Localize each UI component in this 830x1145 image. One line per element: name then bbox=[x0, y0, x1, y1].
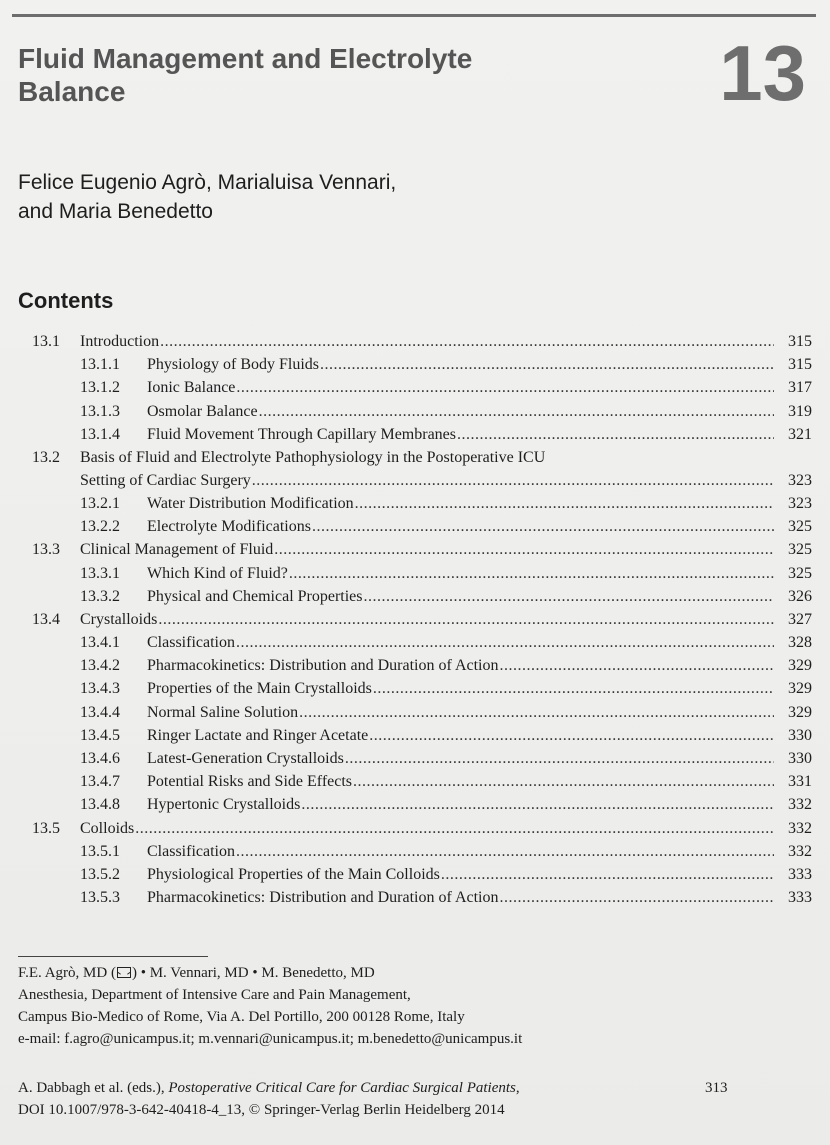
toc-entry-number: 13.1.3 bbox=[80, 402, 120, 420]
toc-dot-leader bbox=[320, 353, 774, 376]
toc-entry-line bbox=[147, 562, 776, 585]
toc-entry-page: 331 bbox=[788, 773, 812, 791]
toc-entry-line bbox=[147, 400, 776, 423]
citation-line-1 bbox=[18, 1077, 678, 1099]
toc-entry-title-continued: Setting of Cardiac Surgery bbox=[80, 471, 251, 489]
toc-entry-number: 13.4.1 bbox=[80, 634, 120, 652]
toc-entry bbox=[0, 515, 830, 538]
toc-entry bbox=[0, 585, 830, 608]
toc-entry-number: 13.4 bbox=[32, 610, 60, 628]
toc-entry bbox=[0, 677, 830, 700]
toc-entry-page: 332 bbox=[788, 842, 812, 860]
toc-entry-title: Classification bbox=[147, 634, 235, 652]
toc-entry-number: 13.5.3 bbox=[80, 889, 120, 907]
toc-dot-leader bbox=[353, 770, 774, 793]
toc-entry-page: 329 bbox=[788, 703, 812, 721]
envelope-icon bbox=[117, 967, 131, 978]
toc-dot-leader bbox=[457, 423, 774, 446]
toc-entry-line bbox=[80, 538, 776, 561]
chapter-authors bbox=[18, 168, 618, 226]
toc-entry-page: 319 bbox=[788, 402, 812, 420]
toc-entry-line bbox=[147, 724, 776, 747]
toc-dot-leader bbox=[355, 492, 774, 515]
authors-line-2: and Maria Benedetto bbox=[18, 200, 213, 223]
toc-entry-line bbox=[147, 423, 776, 446]
toc-entry bbox=[0, 724, 830, 747]
toc-dot-leader bbox=[345, 747, 774, 770]
toc-entry-page: 329 bbox=[788, 680, 812, 698]
toc-entry-page: 332 bbox=[788, 796, 812, 814]
toc-entry-title: Physiological Properties of the Main Colloids bbox=[147, 865, 440, 883]
toc-entry bbox=[0, 492, 830, 515]
affiliation-authors bbox=[18, 962, 718, 984]
toc-dot-leader bbox=[364, 585, 774, 608]
toc-dot-leader bbox=[135, 817, 774, 840]
toc-entry-line bbox=[80, 330, 776, 353]
toc-entry-page: 332 bbox=[788, 819, 812, 837]
toc-entry-page: 327 bbox=[788, 610, 812, 628]
contents-heading: Contents bbox=[18, 288, 114, 313]
toc-entry-line bbox=[147, 793, 776, 816]
toc-entry-number: 13.5.2 bbox=[80, 865, 120, 883]
toc-entry-number: 13.4.6 bbox=[80, 750, 120, 767]
toc-entry-number: 13.3 bbox=[32, 541, 60, 559]
toc-entry-title: Physiology of Body Fluids bbox=[147, 356, 320, 374]
toc-dot-leader bbox=[259, 400, 774, 423]
toc-dot-leader bbox=[236, 376, 774, 399]
toc-entry-line bbox=[147, 747, 776, 770]
toc-entry bbox=[0, 376, 830, 399]
toc-entry-page: 325 bbox=[788, 541, 812, 559]
toc-entry-page: 330 bbox=[788, 750, 812, 767]
toc-entry-title: Electrolyte Modifications bbox=[147, 518, 311, 536]
toc-entry-title: Normal Saline Solution bbox=[147, 703, 299, 721]
toc-dot-leader bbox=[301, 793, 774, 816]
toc-entry-page: 321 bbox=[788, 425, 812, 443]
toc-entry bbox=[0, 863, 830, 886]
toc-entry-title: Latest-Generation Crystalloids bbox=[147, 750, 344, 767]
toc-entry-number: 13.4.7 bbox=[80, 773, 120, 791]
toc-entry-page: 315 bbox=[788, 356, 812, 374]
toc-entry-number: 13.5.1 bbox=[80, 842, 120, 860]
toc-entry-page: 328 bbox=[788, 634, 812, 652]
toc-entry-number: 13.4.2 bbox=[80, 657, 120, 675]
toc-entry bbox=[0, 817, 830, 840]
toc-entry-page: 333 bbox=[788, 889, 812, 907]
toc-entry bbox=[0, 446, 830, 492]
toc-entry-line bbox=[147, 770, 776, 793]
toc-entry-number: 13.1.2 bbox=[80, 379, 120, 397]
toc-entry-title: Water Distribution Modification bbox=[147, 494, 354, 512]
toc-entry-page: 329 bbox=[788, 657, 812, 675]
toc-entry-number: 13.1 bbox=[32, 333, 60, 350]
toc-entry-line bbox=[147, 353, 776, 376]
toc-entry bbox=[0, 747, 830, 770]
affiliation-address: Campus Bio-Medico of Rome, Via A. Del Portillo, 200 00128 Rome, Italy bbox=[18, 1009, 465, 1025]
authors-line-1: Felice Eugenio Agrò, Marialuisa Vennari, bbox=[18, 171, 397, 194]
toc-entry-line bbox=[147, 863, 776, 886]
toc-entry-line bbox=[147, 515, 776, 538]
toc-entry-line bbox=[147, 886, 776, 909]
toc-dot-leader bbox=[160, 330, 774, 353]
toc-entry-page: 323 bbox=[788, 471, 812, 489]
affiliation-authors-post: ) • M. Vennari, MD • M. Benedetto, MD bbox=[131, 965, 375, 981]
toc-entry bbox=[0, 886, 830, 909]
toc-entry-line bbox=[80, 817, 776, 840]
toc-entry-page: 315 bbox=[788, 333, 812, 350]
toc-entry bbox=[0, 654, 830, 677]
toc-dot-leader bbox=[236, 840, 774, 863]
toc-entry bbox=[0, 423, 830, 446]
citation-doi: DOI 10.1007/978-3-642-40418-4_13, © Springer-Verlag Berlin Heidelberg 2014 bbox=[18, 1102, 505, 1118]
toc-entry-number: 13.3.1 bbox=[80, 564, 120, 582]
toc-entry-title: Which Kind of Fluid? bbox=[147, 564, 288, 582]
affiliation-email: e-mail: f.agro@unicampus.it; m.vennari@unicampus.it; m.benedetto@unicampus.it bbox=[18, 1031, 523, 1047]
page-number: 313 bbox=[705, 1080, 728, 1096]
toc-entry-line bbox=[147, 492, 776, 515]
toc-entry-title: Hypertonic Crystalloids bbox=[147, 796, 301, 814]
toc-entry-number: 13.2 bbox=[32, 448, 60, 466]
toc-dot-leader bbox=[373, 677, 774, 700]
toc-entry-number: 13.3.2 bbox=[80, 587, 120, 605]
toc-entry bbox=[0, 400, 830, 423]
chapter-title-line-2: Balance bbox=[18, 76, 126, 107]
toc-entry bbox=[0, 701, 830, 724]
toc-entry-number: 13.4.3 bbox=[80, 680, 120, 698]
toc-dot-leader bbox=[441, 863, 774, 886]
toc-dot-leader bbox=[500, 886, 775, 909]
toc-entry-number: 13.4.4 bbox=[80, 703, 120, 721]
toc-entry-title: Basis of Fluid and Electrolyte Pathophysiology in the Postoperative ICU bbox=[80, 448, 546, 466]
toc-entry bbox=[0, 538, 830, 561]
toc-entry-line bbox=[147, 701, 776, 724]
chapter-title bbox=[18, 42, 698, 108]
toc-dot-leader bbox=[369, 724, 774, 747]
toc-entry-title: Fluid Movement Through Capillary Membranes bbox=[147, 425, 456, 443]
book-citation bbox=[18, 1077, 678, 1121]
toc-entry bbox=[0, 840, 830, 863]
toc-entry-title: Ionic Balance bbox=[147, 379, 236, 397]
toc-entry-number: 13.1.1 bbox=[80, 356, 120, 374]
affiliation-department: Anesthesia, Department of Intensive Care and Pain Management, bbox=[18, 987, 411, 1003]
toc-entry-page: 323 bbox=[788, 494, 812, 512]
toc-entry-page: 333 bbox=[788, 865, 812, 883]
toc-entry-line bbox=[80, 608, 776, 631]
toc-entry-line bbox=[80, 469, 776, 492]
toc-entry-page: 317 bbox=[788, 379, 812, 397]
toc-entry bbox=[0, 770, 830, 793]
toc-entry bbox=[0, 353, 830, 376]
toc-entry bbox=[0, 608, 830, 631]
toc-entry-number: 13.2.1 bbox=[80, 494, 120, 512]
toc-entry-title: Introduction bbox=[80, 333, 160, 350]
table-of-contents bbox=[0, 330, 830, 909]
toc-entry-page: 326 bbox=[788, 587, 812, 605]
toc-entry-number: 13.5 bbox=[32, 819, 60, 837]
toc-entry-title: Properties of the Main Crystalloids bbox=[147, 680, 372, 698]
toc-dot-leader bbox=[299, 701, 774, 724]
toc-entry-title: Colloids bbox=[80, 819, 135, 837]
toc-entry-title: Pharmacokinetics: Distribution and Duration of Action bbox=[147, 889, 499, 907]
toc-dot-leader bbox=[312, 515, 774, 538]
citation-editors: A. Dabbagh et al. (eds.), bbox=[18, 1080, 169, 1096]
toc-entry-number: 13.4.5 bbox=[80, 726, 120, 744]
toc-dot-leader bbox=[158, 608, 774, 631]
toc-dot-leader bbox=[500, 654, 775, 677]
toc-entry-page: 325 bbox=[788, 518, 812, 536]
toc-dot-leader bbox=[274, 538, 774, 561]
toc-entry-line bbox=[147, 631, 776, 654]
toc-dot-leader bbox=[289, 562, 774, 585]
chapter-number: 13 bbox=[719, 29, 806, 117]
toc-entry-title: Potential Risks and Side Effects bbox=[147, 773, 353, 791]
toc-entry-title: Classification bbox=[147, 842, 235, 860]
toc-entry bbox=[0, 793, 830, 816]
affiliation-authors-pre: F.E. Agrò, MD ( bbox=[18, 965, 116, 981]
toc-entry-line bbox=[147, 654, 776, 677]
toc-dot-leader bbox=[236, 631, 774, 654]
toc-entry-title: Pharmacokinetics: Distribution and Duration of Action bbox=[147, 657, 499, 675]
chapter-title-line-1: Fluid Management and Electrolyte bbox=[18, 43, 473, 74]
toc-entry-title: Crystalloids bbox=[80, 610, 158, 628]
toc-entry bbox=[0, 631, 830, 654]
toc-entry-title: Osmolar Balance bbox=[147, 402, 258, 420]
toc-entry-line bbox=[147, 677, 776, 700]
toc-entry-number: 13.4.8 bbox=[80, 796, 120, 814]
toc-entry bbox=[0, 330, 830, 353]
toc-entry-number: 13.1.4 bbox=[80, 425, 120, 443]
toc-entry-line bbox=[147, 840, 776, 863]
toc-entry-title: Physical and Chemical Properties bbox=[147, 587, 363, 605]
toc-dot-leader bbox=[252, 469, 774, 492]
toc-entry-title: Ringer Lactate and Ringer Acetate bbox=[147, 726, 369, 744]
toc-entry-title: Clinical Management of Fluid bbox=[80, 541, 274, 559]
toc-entry-page: 330 bbox=[788, 726, 812, 744]
citation-after-title: , bbox=[515, 1080, 520, 1096]
toc-entry-page: 325 bbox=[788, 564, 812, 582]
footnote-rule bbox=[18, 956, 208, 957]
top-rule bbox=[12, 14, 816, 17]
toc-entry-line bbox=[147, 376, 776, 399]
citation-book-title: Postoperative Critical Care for Cardiac Surgical Patients bbox=[168, 1080, 516, 1096]
toc-entry-number: 13.2.2 bbox=[80, 518, 120, 536]
toc-entry-line bbox=[147, 585, 776, 608]
author-affiliation bbox=[18, 962, 718, 1050]
toc-entry bbox=[0, 562, 830, 585]
